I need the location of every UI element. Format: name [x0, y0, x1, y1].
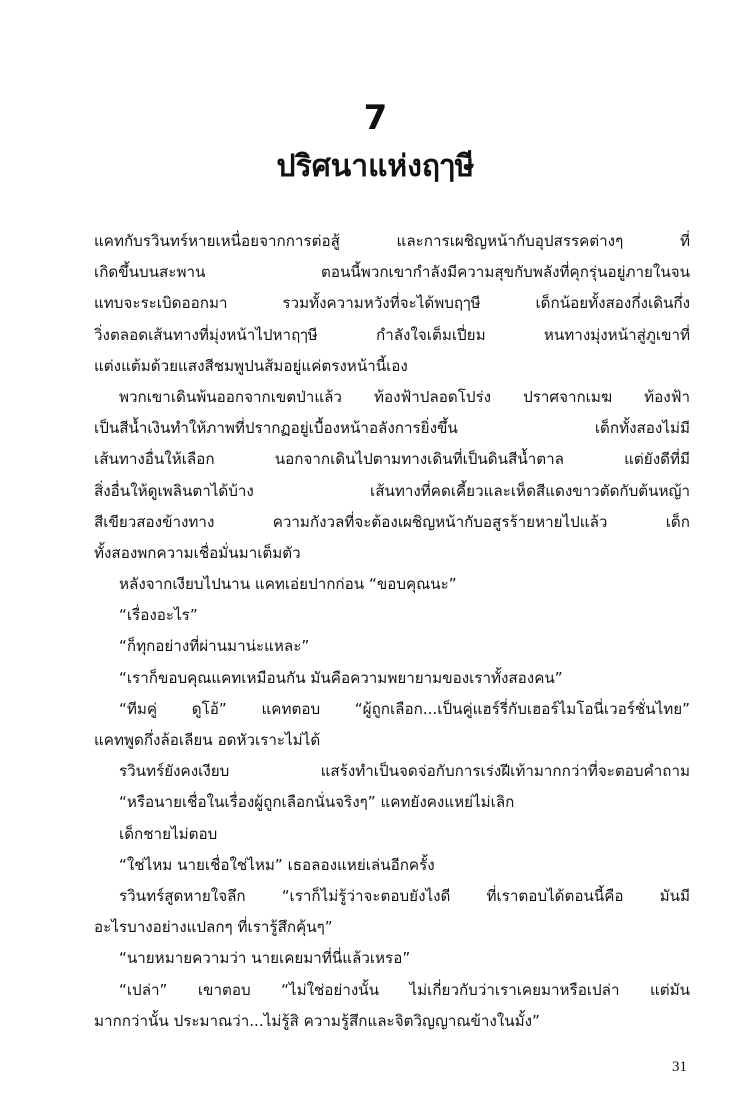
body-line: หลังจากเงียบไปนาน แคทเอ่ยปากก่อน “ขอบคุณนะ” — [119, 575, 457, 594]
body-line: สิ่งอื่นให้ดูเพลินตาได้บ้าง เส้นทางที่คดเคี้ยวและเห็ดสีแดงขาวตัดกับต้นหญ้า — [94, 481, 690, 500]
body-line: “เรื่องอะไร” — [119, 606, 198, 625]
body-line: วิ่งตลอดเส้นทางที่มุ่งหน้าไปหาฤๅษี กำลังใจเต็มเปี่ยม หนทางมุ่งหน้าสู่ภูเขาที่ — [94, 325, 690, 344]
body-line: เกิดขึ้นบนสะพาน ตอนนี้พวกเขากำลังมีความสุขกับพลังที่คุกรุ่นอยู่ภายในจน — [94, 263, 690, 282]
body-line: รวินทร์สูดหายใจลึก “เราก็ไม่รู้ว่าจะตอบยังไงดี ที่เราตอบได้ตอนนี้คือ มันมี — [119, 886, 690, 905]
body-line: รวินทร์ยังคงเงียบ แสร้งทำเป็นจดจ่อกับการเร่งฝีเท้ามากกว่าที่จะตอบคำถาม — [119, 762, 690, 781]
body-line: เป็นสีน้ำเงินทำให้ภาพที่ปรากฏอยู่เบื้องหน้าอลังการยิ่งขึ้น เด็กทั้งสองไม่มี — [94, 419, 690, 438]
body-line: “ก็ทุกอย่างที่ผ่านมาน่ะแหละ” — [119, 637, 310, 656]
body-line: มากกว่านั้น ประมาณว่า...ไม่รู้สิ ความรู้สึกและจิตวิญญาณข้างในมั้ง” — [94, 1011, 540, 1030]
body-line: พวกเขาเดินพ้นออกจากเขตป่าแล้ว ท้องฟ้าปลอดโปร่ง ปราศจากเมฆ ท้องฟ้า — [119, 387, 690, 406]
body-line: “นายหมายความว่า นายเคยมาที่นี่แล้วเหรอ” — [119, 949, 411, 968]
body-line: เด็กชายไม่ตอบ — [119, 824, 218, 843]
body-line: แคทพูดกึ่งล้อเลียน อดหัวเราะไม่ได้ — [94, 731, 321, 749]
body-line: แทบจะระเบิดออกมา รวมทั้งความหวังที่จะได้พบฤๅษี เด็กน้อยทั้งสองกึ่งเดินกึ่ง — [94, 294, 690, 313]
body-line: “ทีมคู่ ดูโอ้” แคทตอบ “ผู้ถูกเลือก...เป็นคู่แฮร์รี่กับเฮอร์ไมโอนี่เวอร์ชั่นไทย” — [119, 699, 690, 718]
chapter-body — [94, 226, 690, 1037]
body-line: อะไรบางอย่างแปลกๆ ที่เรารู้สึกคุ้นๆ” — [94, 918, 333, 937]
body-line: แต่งแต้มด้วยแสงสีชมพูปนส้มอยู่แค่ตรงหน้านี้เอง — [94, 356, 408, 375]
chapter-title: ปริศนาแห่งฤๅษี — [276, 149, 475, 184]
chapter-number: 7 — [363, 98, 388, 138]
body-line: เส้นทางอื่นให้เลือก นอกจากเดินไปตามทางเดินที่เป็นดินสีน้ำตาล แต่ยังดีที่มี — [94, 450, 690, 469]
body-line: สีเขียวสองข้างทาง ความกังวลที่จะต้องเผชิญหน้ากับอสูรร้ายหายไปแล้ว เด็ก — [94, 512, 690, 531]
body-line: “เปล่า” เขาตอบ “ไม่ใช่อย่างนั้น ไม่เกี่ยวกับว่าเราเคยมาหรือเปล่า แต่มัน — [119, 980, 690, 999]
body-line: “หรือนายเชื่อในเรื่องผู้ถูกเลือกนั่นจริงๆ” แคทยังคงแหย่ไม่เลิก — [119, 793, 515, 812]
body-line: “เราก็ขอบคุณแคทเหมือนกัน มันคือความพยายามของเราทั้งสองคน” — [119, 668, 563, 687]
page-number: 31 — [672, 1059, 687, 1075]
body-line: ทั้งสองพกความเชื่อมั่นมาเต็มตัว — [94, 543, 301, 562]
body-line: “ใช่ไหม นายเชื่อใช่ไหม” เธอลองแหย่เล่นอีกครั้ง — [119, 855, 435, 874]
body-line: แคทกับรวินทร์หายเหนื่อยจากการต่อสู้ และการเผชิญหน้ากับอุปสรรคต่างๆ ที่ — [94, 232, 690, 250]
